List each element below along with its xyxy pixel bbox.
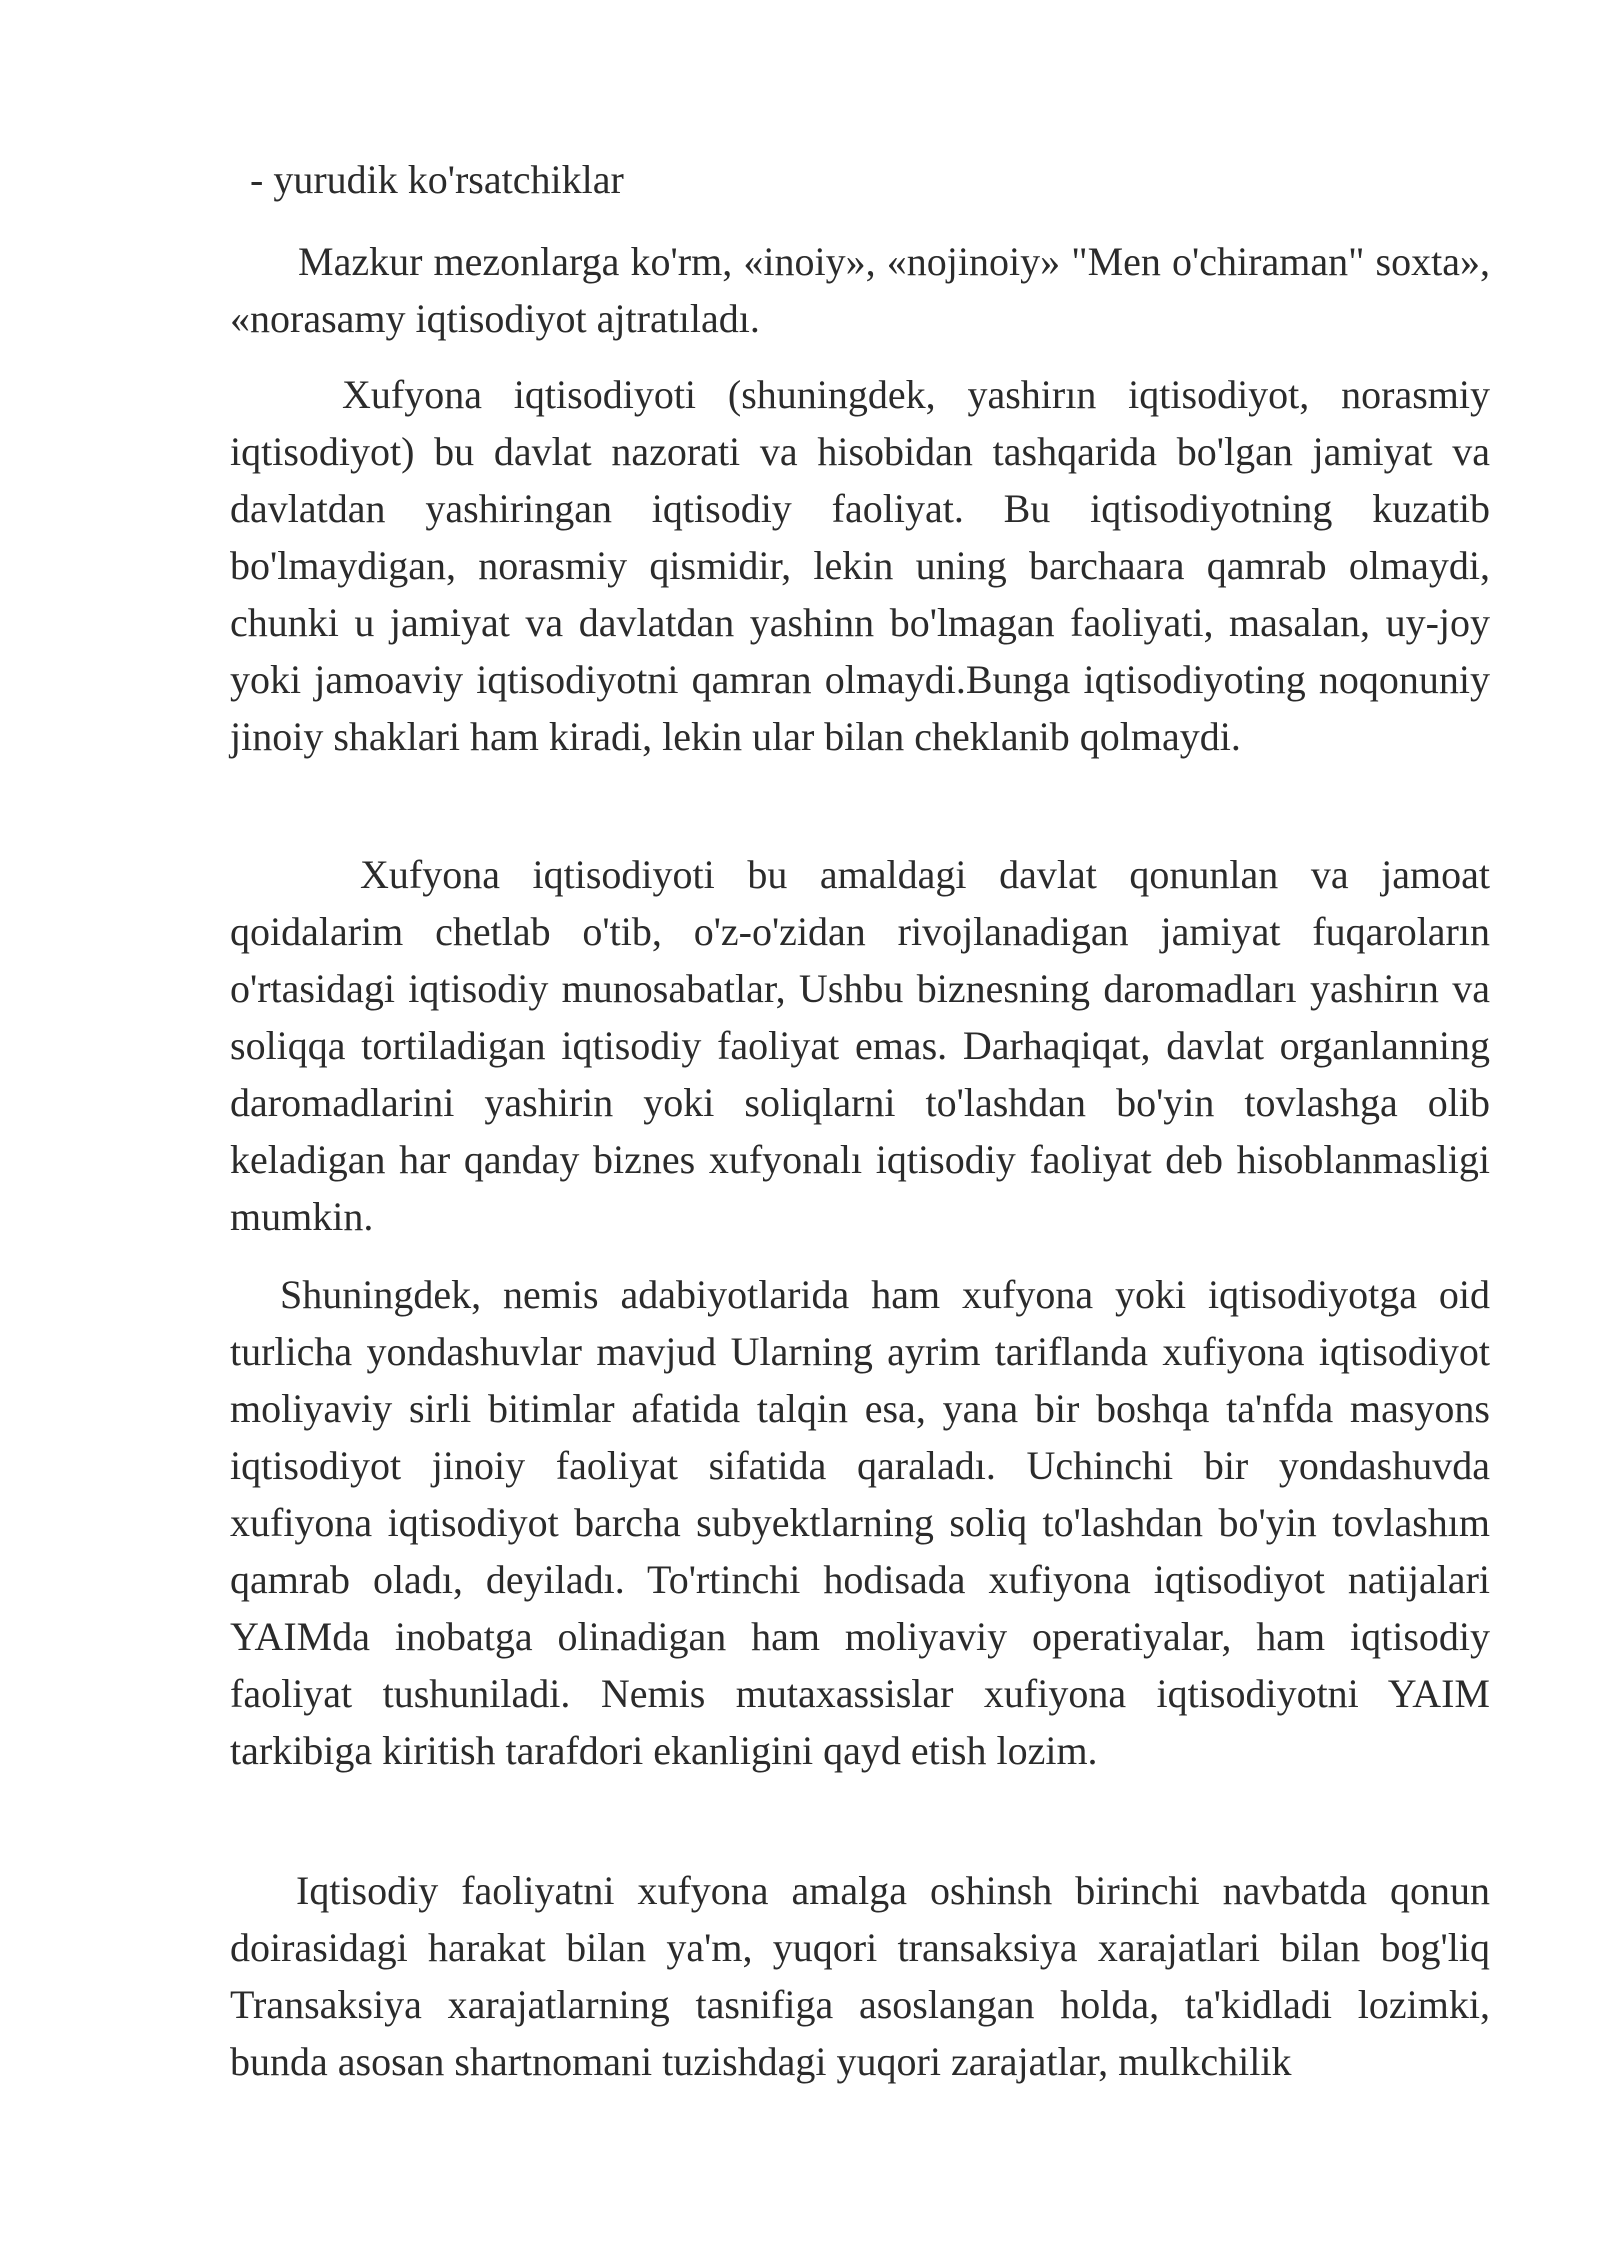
list-line-text: - yurudik ko'rsatchiklar	[250, 157, 624, 202]
paragraph-2-text: Xufyona iqtisodiyoti (shuningdek, yashirın iqtisodiyot, norasmiy iqtisodiyot) bu davlat nazorati va hisobidan tashqarida bo'lgan jamiyat va davlatdan yashiringan iqtisodiy faoliyat. Bu iqtisodiyotning kuzatib bo'lmaydigan, norasmiy qismidir, lekin uning barchaara qamrab olmaydi, chunki u jamiyat va davlatdan yashinn bo'lmagan faoliyati, masalan, uy-joy yoki jamoaviy iqtisodiyotni qamran olmaydi.Bunga iqtisodiyoting noqonuniy jinoiy shaklari ham kiradi, lekin ular bilan cheklanib qolmaydi.	[230, 372, 1490, 759]
paragraph-3	[230, 846, 1490, 1245]
paragraph-3-text: Xufyona iqtisodiyoti bu amaldagi davlat qonunlan va jamoat qoidalarim chetlab o'tib, o'z-o'zidan rivojlanadigan jamiyat fuqaroların o'rtasidagi iqtisodiy munosabatlar, Ushbu biznesning daromadları yashirın va soliqqa tortiladigan iqtisodiy faoliyat emas. Darhaqiqat, davlat organlanning daromadlarini yashirin yoki soliqlarni to'lashdan bo'yin tovlashga olib keladigan har qanday biznes xufyonalı iqtisodiy faoliyat deb hisoblanmasligi mumkin.	[230, 852, 1490, 1239]
list-line	[250, 151, 1510, 208]
paragraph-1-text: Mazkur mezonlarga ko'rm, «inoiy», «nojinoiy» "Men o'chiraman" soxta», «norasamy iqtisodiyot ajtratıladı.	[230, 239, 1490, 341]
paragraph-4-text: Shuningdek, nemis adabiyotlarida ham xufyona yoki iqtisodiyotga oid turlicha yondashuvlar mavjud Ularning ayrim tariflanda xufiyona iqtisodiyot moliyaviy sirli bitimlar afatida talqin esa, yana bir boshqa ta'nfda masyons iqtisodiyot jinoiy faoliyat sifatida qaraladı. Uchinchi bir yondashuvda xufiyona iqtisodiyot barcha subyektlarning soliq to'lashdan bo'yin tovlashım qamrab oladı, deyiladı. To'rtinchi hodisada xufiyona iqtisodiyot natijalari YAIMda inobatga olinadigan ham moliyaviy operatiyalar, ham iqtisodiy faoliyat tushuniladi. Nemis mutaxassislar xufiyona iqtisodiyotni YAIM tarkibiga kiritish tarafdori ekanligini qayd etish lozim.	[230, 1272, 1490, 1773]
paragraph-5-text: Iqtisodiy faoliyatni xufyona amalga oshinsh birinchi navbatda qonun doirasidagi harakat bilan ya'm, yuqori transaksiya xarajatlari bilan bog'liq Transaksiya xarajatlarning tasnifiga asoslangan holda, ta'kidladi lozimki, bunda asosan shartnomani tuzishdagi yuqori zarajatlar, mulkchilik	[230, 1868, 1490, 2084]
paragraph-4	[230, 1266, 1490, 1779]
paragraph-1	[230, 233, 1490, 347]
paragraph-2	[230, 366, 1490, 765]
paragraph-5	[230, 1862, 1490, 2090]
